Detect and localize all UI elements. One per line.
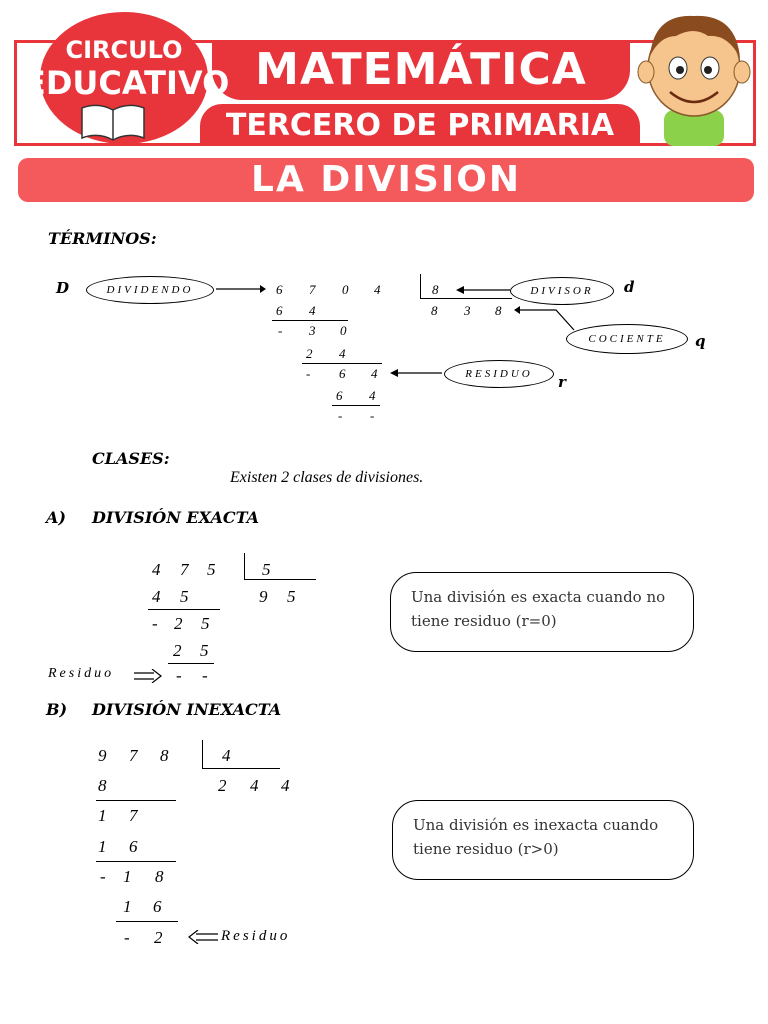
- digit: -: [306, 366, 311, 381]
- digit: 4: [371, 366, 378, 381]
- digit: 9: [98, 746, 107, 765]
- digit: 6: [153, 897, 162, 916]
- digit: 0: [340, 323, 347, 338]
- division-bracket-v: [244, 553, 245, 579]
- subtraction-line: [116, 921, 178, 922]
- letter-d: d: [624, 278, 635, 296]
- cociente-oval: COCIENTE: [566, 324, 688, 354]
- subtraction-line: [332, 405, 380, 406]
- section-b-letter: B): [46, 700, 68, 719]
- digit: 4: [309, 303, 316, 318]
- residuo-oval: RESIDUO: [444, 360, 554, 388]
- section-a-letter: A): [46, 508, 66, 527]
- division-bracket-h: [420, 298, 512, 299]
- section-b-title: DIVISIÓN INEXACTA: [92, 700, 282, 719]
- digit: 4: [152, 560, 161, 579]
- divisor-oval: DIVISOR: [510, 277, 614, 305]
- digit: 2: [218, 776, 227, 795]
- arrow-left-icon: [456, 283, 510, 297]
- digit: 5: [287, 587, 296, 606]
- digit: 3: [309, 323, 316, 338]
- digit: 5: [207, 560, 216, 579]
- subtraction-line: [272, 320, 348, 321]
- digit: 6: [129, 837, 138, 856]
- digit: 5: [201, 614, 210, 633]
- subtraction-line: [168, 663, 214, 664]
- terminos-heading: TÉRMINOS:: [48, 229, 157, 248]
- digit: 8: [160, 746, 169, 765]
- digit: 4: [152, 587, 161, 606]
- clases-intro: Existen 2 clases de divisiones.: [230, 469, 424, 486]
- digit: 5: [200, 641, 209, 660]
- digit: 2: [173, 641, 182, 660]
- digit: 7: [129, 806, 138, 825]
- logo-line2: EDUCATIVO: [24, 64, 230, 102]
- digit: 4: [250, 776, 259, 795]
- digit: 4: [374, 282, 381, 297]
- digit: 7: [180, 560, 189, 579]
- residuo-label: Residuo: [48, 666, 115, 681]
- digit: 9: [259, 587, 268, 606]
- digit: -: [100, 867, 106, 886]
- digit: 5: [180, 587, 189, 606]
- clases-heading: CLASES:: [92, 449, 170, 468]
- dividendo-oval: DIVIDENDO: [86, 276, 214, 304]
- subtraction-line: [96, 861, 176, 862]
- subtraction-line: [96, 800, 176, 801]
- division-bracket-v: [420, 274, 421, 298]
- digit: 2: [154, 928, 163, 947]
- digit: 2: [174, 614, 183, 633]
- digit: -: [278, 323, 283, 338]
- boy-mascot-icon: [636, 6, 752, 146]
- digit: 1: [123, 897, 132, 916]
- digit: 7: [129, 746, 138, 765]
- divisor-value: 8: [432, 282, 439, 297]
- digit: 6: [336, 388, 343, 403]
- digit: 6: [339, 366, 346, 381]
- digit: 3: [464, 303, 471, 318]
- digit: 6: [276, 282, 283, 297]
- digit: -: [338, 408, 343, 423]
- digit: 8: [495, 303, 502, 318]
- divisor-value: 4: [222, 746, 231, 765]
- arrow-left-icon: [390, 366, 442, 380]
- arrow-right-icon: [216, 282, 266, 296]
- grade-title: TERCERO DE PRIMARIA: [225, 108, 615, 143]
- page-title: LA DIVISION: [251, 159, 521, 200]
- letter-q: q: [695, 332, 706, 350]
- digit: -: [124, 928, 130, 947]
- digit: -: [152, 614, 158, 633]
- digit: 4: [339, 346, 346, 361]
- division-bracket-h: [244, 579, 316, 580]
- digit: 8: [431, 303, 438, 318]
- divisor-value: 5: [262, 560, 271, 579]
- digit: -: [176, 666, 182, 685]
- double-arrow-right-icon: [134, 669, 162, 683]
- digit: 8: [155, 867, 164, 886]
- digit: 4: [369, 388, 376, 403]
- subject-title: MATEMÁTICA: [255, 44, 587, 95]
- digit: 6: [276, 303, 283, 318]
- digit: -: [370, 408, 375, 423]
- digit: 2: [306, 346, 313, 361]
- subtraction-line: [302, 363, 382, 364]
- residuo-label: Residuo: [221, 928, 291, 944]
- digit: 1: [98, 837, 107, 856]
- subtraction-line: [148, 609, 220, 610]
- digit: 4: [281, 776, 290, 795]
- digit: 8: [98, 776, 107, 795]
- section-a-title: DIVISIÓN EXACTA: [92, 508, 260, 527]
- digit: 1: [123, 867, 132, 886]
- letter-D: D: [56, 279, 70, 297]
- arrow-curve-icon: [512, 306, 576, 334]
- book-icon: [78, 100, 148, 144]
- digit: 7: [309, 282, 316, 297]
- letter-r: r: [558, 373, 566, 391]
- division-bracket-h: [202, 768, 280, 769]
- exacta-note-box: Una división es exacta cuando no tiene residuo (r=0): [390, 572, 694, 652]
- inexacta-note-box: Una división es inexacta cuando tiene residuo (r>0): [392, 800, 694, 880]
- digit: -: [202, 666, 208, 685]
- logo-line1: CIRCULO: [65, 36, 183, 64]
- division-bracket-v: [202, 740, 203, 768]
- double-arrow-left-icon: [188, 930, 218, 944]
- digit: 1: [98, 806, 107, 825]
- digit: 0: [342, 282, 349, 297]
